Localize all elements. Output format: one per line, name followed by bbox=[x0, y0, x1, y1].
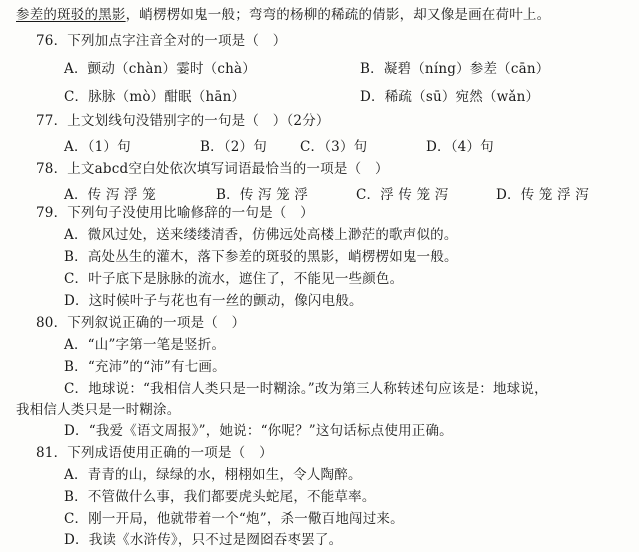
question-80-option-c-continued: 我相信人类只是一时糊涂。 bbox=[16, 402, 181, 418]
question-80-stem: 80．下列叙说正确的一项是（ ） bbox=[36, 315, 246, 331]
question-78-option-b: B．传 泻 笼 浮 bbox=[216, 187, 309, 203]
underlined-phrase: 参差的斑驳的黑影 bbox=[16, 7, 126, 23]
question-79-option-b: B．高处丛生的灌木，落下参差的斑驳的黑影，峭楞楞如鬼一般。 bbox=[64, 249, 458, 265]
question-78-option-a: A．传 泻 浮 笼 bbox=[64, 187, 156, 203]
question-78-option-c: C．浮 传 笼 泻 bbox=[356, 187, 449, 203]
question-81-stem: 81．下列成语使用正确的一项是（ ） bbox=[36, 445, 273, 461]
question-79-stem: 79．下列句子没使用比喻修辞的一句是（ ） bbox=[36, 205, 314, 221]
question-78-option-d: D．传 笼 浮 泻 bbox=[496, 187, 589, 203]
intro-line bbox=[16, 6, 550, 24]
question-81-option-b: B．不管做什么事，我们都要虎头蛇尾，不能草率。 bbox=[64, 489, 376, 505]
question-76-option-c: C．脉脉（mò）酣眠（hān） bbox=[64, 89, 246, 105]
question-76-option-a: A．颤动（chàn）霎时（chà） bbox=[64, 61, 256, 77]
intro-rest: ，峭楞楞如鬼一般；弯弯的杨柳的稀疏的倩影，却又像是画在荷叶上。 bbox=[125, 7, 551, 23]
question-80-option-c: C．地球说：“我相信人类只是一时糊涂。”改为第三人称转述句应该是：地球说， bbox=[64, 381, 548, 397]
question-77-option-c: C．（3）句 bbox=[300, 139, 368, 155]
question-76-stem: 76．下列加点字注音全对的一项是（ ） bbox=[36, 33, 287, 49]
question-77-option-d: D．（4）句 bbox=[426, 139, 494, 155]
question-79-option-a: A．微风过处，送来缕缕清香，仿佛远处高楼上渺茫的歌声似的。 bbox=[64, 227, 458, 243]
question-80-option-a: A．“山”字第一笔是竖折。 bbox=[64, 337, 226, 353]
question-80-option-b: B．“充沛”的“沛”有七画。 bbox=[64, 359, 226, 375]
question-79-option-d: D．这时候叶子与花也有一丝的颤动，像闪电般。 bbox=[64, 293, 363, 309]
question-77-option-b: B．（2）句 bbox=[200, 139, 267, 155]
question-81-option-c: C．刚一开局，他就带着一个“炮”，杀一儆百地闯过来。 bbox=[64, 511, 404, 527]
question-77-option-a: A．（1）句 bbox=[64, 139, 131, 155]
question-80-option-d: D．“我爱《语文周报》”，她说：“你呢？”这句话标点使用正确。 bbox=[64, 423, 453, 439]
question-81-option-d: D．我读《水浒传》，只不过是囫囵吞枣罢了。 bbox=[64, 532, 343, 548]
question-78-stem: 78．上文abcd空白处依次填写词语最恰当的一项是（ ） bbox=[36, 161, 389, 177]
question-76-option-d: D．稀疏（sū）宛然（wǎn） bbox=[360, 89, 540, 105]
question-76-option-b: B．凝碧（níng）参差（cān） bbox=[360, 61, 550, 77]
question-81-option-a: A．青青的山，绿绿的水，栩栩如生，令人陶醉。 bbox=[64, 467, 362, 483]
question-77-stem: 77．上文划线句没错别字的一句是（ ）（2分） bbox=[36, 113, 330, 129]
question-79-option-c: C．叶子底下是脉脉的流水，遮住了，不能见一些颜色。 bbox=[64, 271, 404, 287]
